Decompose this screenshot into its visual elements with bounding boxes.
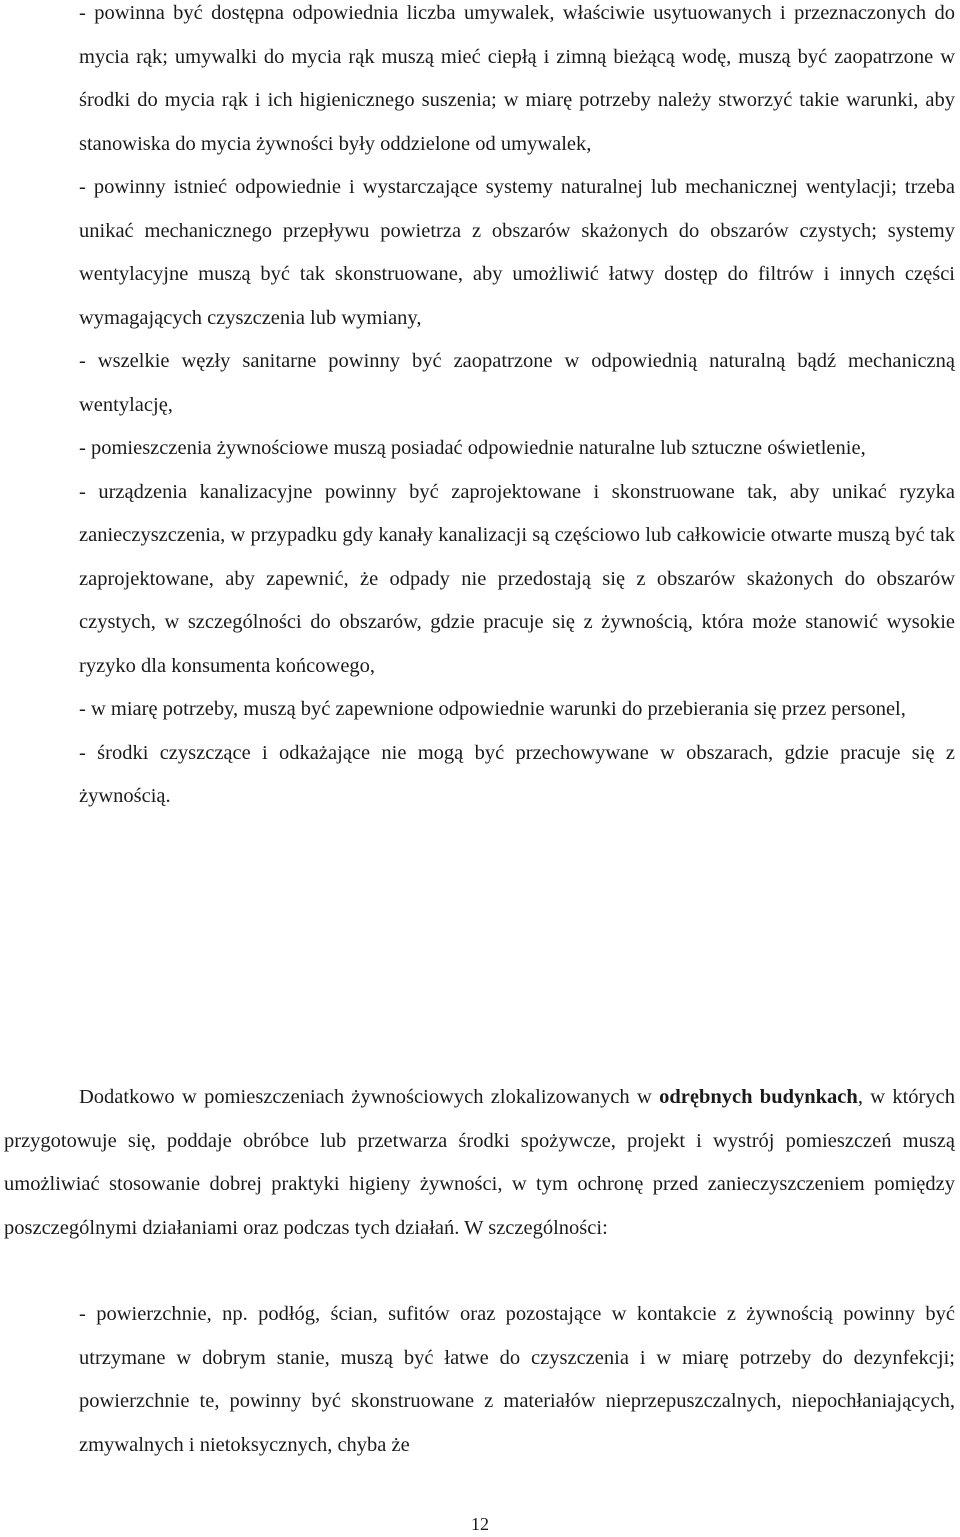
list-item: - wszelkie węzły sanitarne powinny być zaopatrzone w odpowiednią naturalną bądź mechaniczną wentylację, bbox=[79, 350, 955, 416]
list-item: - pomieszczenia żywnościowe muszą posiadać odpowiednie naturalne lub sztuczne oświetlenie, bbox=[79, 437, 866, 459]
paragraph-text bbox=[4, 1076, 955, 1250]
list-item: - urządzenia kanalizacyjne powinny być zaprojektowane i skonstruowane tak, aby unikać ryzyka zanieczyszczenia, w przypadku gdy kanały kanalizacji są częściowo lub całkowicie otwarte muszą być tak zaprojektowane, aby zapewnić, że odpady nie przedostają się z obszarów skażonych do obszarów czystych, w szczególności do obszarów, gdzie pracuje się z żywnością, która może stanowić wysokie ryzyko dla konsumenta końcowego, bbox=[79, 480, 955, 677]
list-item: - środki czyszczące i odkażające nie mogą być przechowywane w obszarach, gdzie pracuje się z żywnością. bbox=[79, 741, 955, 807]
paragraph-bold-text: odrębnych budynkach bbox=[659, 1086, 858, 1108]
page-number: 12 bbox=[471, 1514, 489, 1534]
list-item: - powinny istnieć odpowiednie i wystarczające systemy naturalnej lub mechanicznej wentylacji; trzeba unikać mechanicznego przepływu powietrza z obszarów skażonych do obszarów czystych; systemy wentylacyjne muszą być tak skonstruowane, aby umożliwić łatwy dostęp do filtrów i innych części wymagających czyszczenia lub wymiany, bbox=[79, 176, 955, 329]
requirements-list-2 bbox=[79, 1293, 955, 1467]
paragraph-text-end: , w których przygotowuje się, poddaje obróbce lub przetwarza środki spożywcze, projekt i wystrój pomieszczeń muszą umożliwiać stosowanie dobrej praktyki higieny żywności, w tym ochronę przed zanieczyszczeniem pomiędzy poszczególnymi działaniami oraz podczas tych działań. W szczególności: bbox=[4, 1086, 955, 1239]
list-item: - w miarę potrzeby, muszą być zapewnione odpowiednie warunki do przebierania się przez personel, bbox=[79, 698, 906, 720]
requirements-list bbox=[79, 0, 955, 819]
list-item: - powierzchnie, np. podłóg, ścian, sufitów oraz pozostające w kontakcie z żywnością powinny być utrzymane w dobrym stanie, muszą być łatwe do czyszczenia i w miarę potrzeby do dezynfekcji; powierzchnie te, powinny być skonstruowane z materiałów nieprzepuszczalnych, niepochłaniających, zmywalnych i nietoksycznych, chyba że bbox=[79, 1303, 955, 1456]
body-paragraph bbox=[4, 1076, 955, 1250]
paragraph-text-start: Dodatkowo w pomieszczeniach żywnościowych zlokalizowanych w bbox=[79, 1086, 660, 1108]
list-item: - powinna być dostępna odpowiednia liczba umywalek, właściwie usytuowanych i przeznaczonych do mycia rąk; umywalki do mycia rąk muszą mieć ciepłą i zimną bieżącą wodę, muszą być zaopatrzone w środki do mycia rąk i ich higienicznego suszenia; w miarę potrzeby należy stworzyć takie warunki, aby stanowiska do mycia żywności były oddzielone od umywalek, bbox=[79, 2, 955, 155]
